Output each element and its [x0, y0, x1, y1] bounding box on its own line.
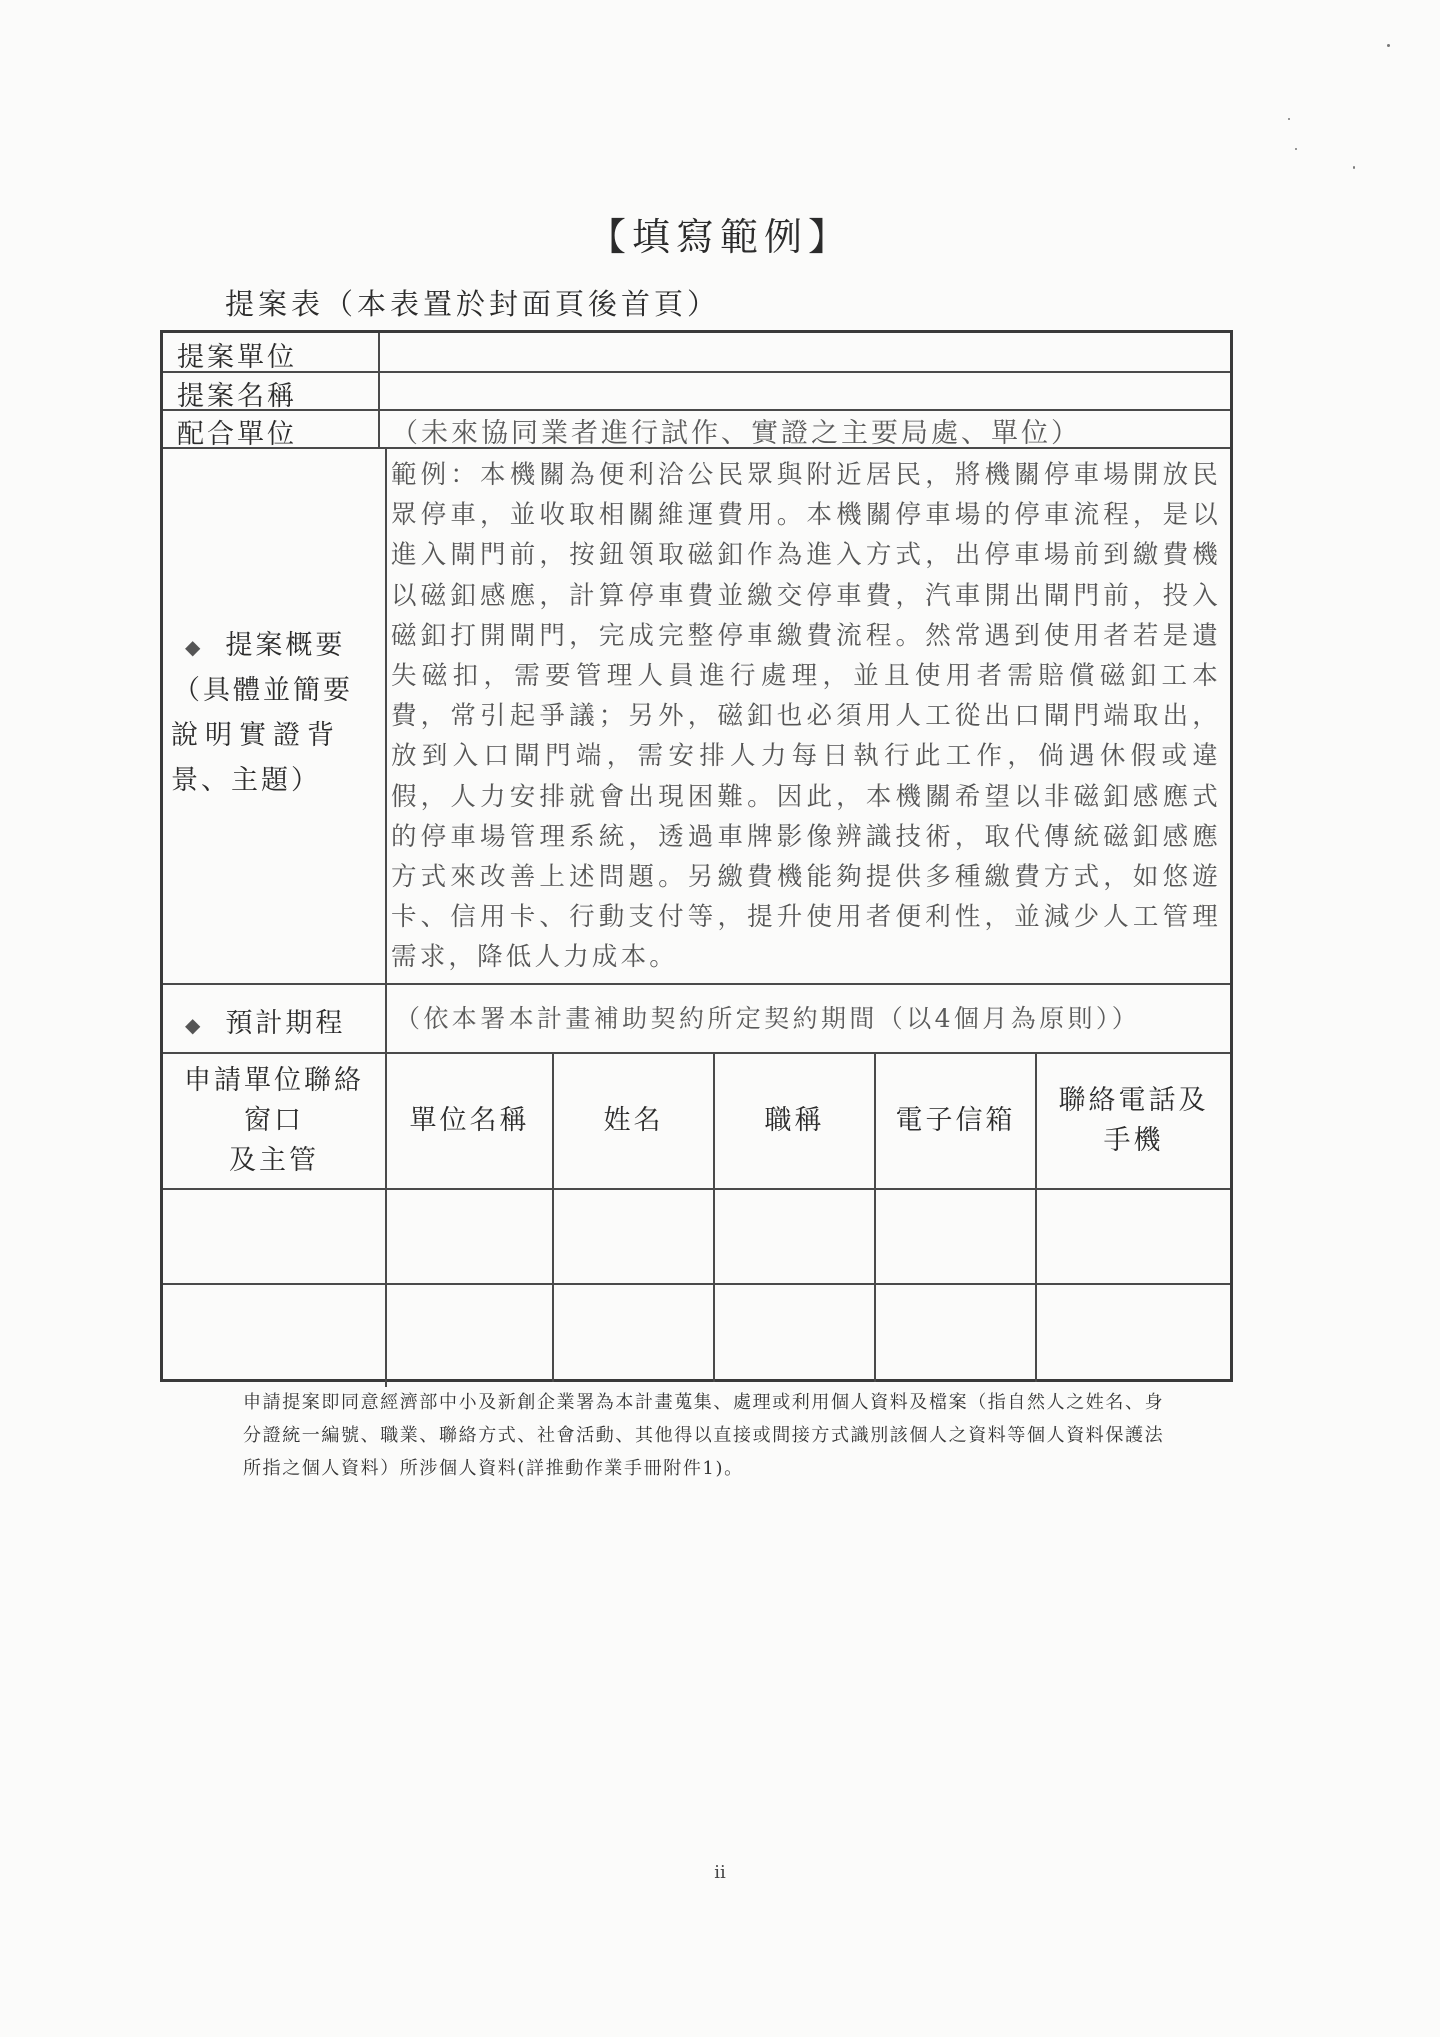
privacy-footnote: 申請提案即同意經濟部中小及新創企業署為本計畫蒐集、處理或利用個人資料及檔案（指自然人之姓名、身分證統一編號、職業、聯絡方式、社會活動、其他得以直接或間接方式識別該個人之資料等個人資料保護法所指之個人資料）所涉個人資料(詳推動作業手冊附件1)。 — [243, 1392, 1165, 1479]
column-header-phone — [1037, 1054, 1230, 1188]
scan-speck — [1288, 118, 1290, 120]
proposal-name-label: 提案名稱 — [177, 381, 297, 412]
column-divider — [378, 333, 380, 447]
contact-label-line: 申請單位聯絡 — [184, 1065, 364, 1096]
contact-row-2[interactable] — [163, 1285, 1230, 1379]
row-divider — [163, 983, 1230, 985]
cooperating-unit-label: 配合單位 — [177, 419, 297, 450]
cooperating-unit-field[interactable]: （未來協同業者進行試作、實證之主要局處、單位） — [391, 418, 1081, 449]
summary-label: 提案概要 — [225, 630, 346, 661]
summary-label-block — [167, 623, 381, 797]
proposing-unit-field[interactable] — [383, 333, 1223, 371]
summary-text[interactable]: 範例：本機關為便利洽公民眾與附近居民，將機關停車場開放民眾停車，並收取相關維運費用。本機關停車場的停車流程，是以進入閘門前，按鈕領取磁釦作為進入方式，出停車場前到繳費機以磁釦感應，計算停車費並繳交停車費，汽車開出閘門前，投入磁釦打開閘門，完成完整停車繳費流程。然常遇到使用者若是遺失磁扣，需要管理人員進行處理，並且使用者需賠償磁釦工本費，常引起爭議；另外，磁釦也必須用人工從出口閘門端取出，放到入口閘門端，需安排人力每日執行此工作，倘遇休假或違假，人力安排就會出現困難。因此，本機關希望以非磁釦感應式的停車場管理系統，透過車牌影像辨識技術，取代傳統磁釦感應方式來改善上述問題。另繳費機能夠提供多種繳費方式，如悠遊卡、信用卡、行動支付等，提升使用者便利性，並減少人工管理需求，降低人力成本。 — [391, 460, 1221, 973]
scan-speck — [1295, 148, 1297, 150]
column-header-phone-line: 聯絡電話及 — [1058, 1085, 1209, 1116]
contact-label — [163, 1054, 385, 1188]
page-number: ii — [714, 1862, 726, 1883]
column-header-job-title: 職稱 — [764, 1105, 825, 1136]
schedule-label: 預計期程 — [225, 1008, 346, 1039]
column-header-unit-name: 單位名稱 — [409, 1105, 530, 1136]
page-title: 【填寫範例】 — [587, 215, 852, 259]
proposal-name-field[interactable] — [383, 371, 1223, 409]
column-header-phone-line: 手機 — [1103, 1125, 1164, 1156]
schedule-label-block — [185, 1001, 345, 1040]
scan-speck — [1387, 44, 1390, 47]
contact-label-line: 窗口 — [244, 1105, 304, 1136]
diamond-bullet-icon: ◆ — [185, 1013, 204, 1037]
column-header-email: 電子信箱 — [895, 1105, 1016, 1136]
column-header-name: 姓名 — [603, 1105, 664, 1136]
scan-speck — [1353, 166, 1355, 169]
diamond-bullet-icon: ◆ — [185, 635, 204, 659]
summary-label-sub: （具體並簡要 — [173, 675, 353, 706]
summary-label-sub: 說明實證背 — [171, 720, 341, 751]
schedule-field[interactable]: （依本署本計畫補助契約所定契約期間（以4個月為原則）） — [395, 1004, 1141, 1033]
summary-label-sub: 景、主題） — [171, 765, 321, 796]
proposing-unit-label: 提案單位 — [177, 342, 297, 373]
form-caption: 提案表（本表置於封面頁後首頁） — [225, 287, 721, 321]
proposal-form-table — [160, 330, 1233, 1382]
contact-label-line: 及主管 — [229, 1145, 319, 1176]
contact-row-1[interactable] — [163, 1190, 1230, 1283]
